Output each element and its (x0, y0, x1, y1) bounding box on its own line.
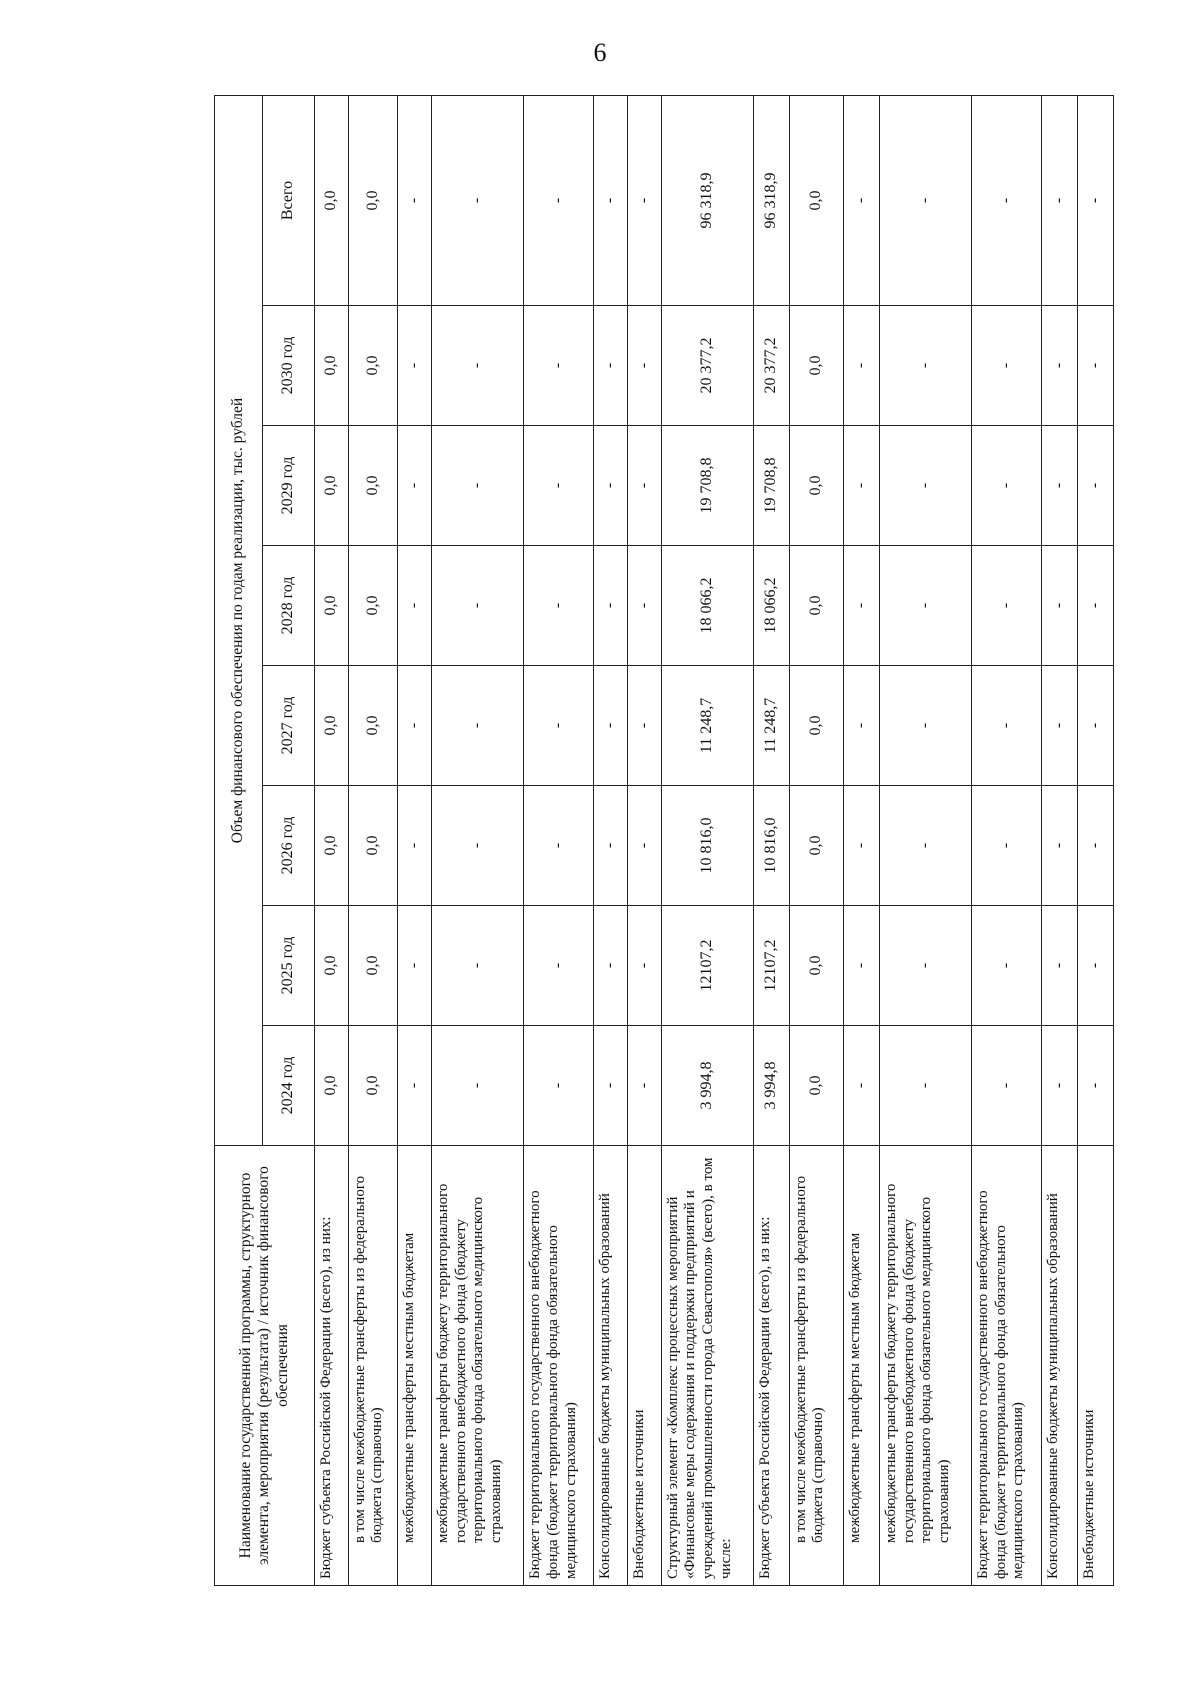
row-label: Бюджет территориального государственного внебюджетного фонда (бюджет территориального фонда обязательного медицинского страхования) (524, 1146, 594, 1586)
cell-value: - (843, 426, 879, 546)
cell-value: - (843, 306, 879, 426)
table-row (661, 96, 753, 1586)
cell-value: - (972, 666, 1042, 786)
cell-value: - (843, 906, 879, 1026)
table-row (843, 96, 879, 1586)
cell-value: - (524, 306, 594, 426)
cell-value: 19 708,8 (661, 426, 753, 546)
cell-value: - (524, 96, 594, 306)
cell-value: - (879, 96, 971, 306)
cell-value: - (432, 306, 524, 426)
header-year-7: Всего (263, 96, 315, 306)
cell-value: - (972, 1026, 1042, 1146)
cell-value: 18 066,2 (661, 546, 753, 666)
cell-value: - (524, 786, 594, 906)
cell-value: - (627, 96, 661, 306)
cell-value: 18 066,2 (753, 546, 789, 666)
cell-value: 12107,2 (753, 906, 789, 1026)
table-row (627, 96, 661, 1586)
cell-value: 0,0 (315, 906, 349, 1026)
row-label: Бюджет территориального государственного внебюджетного фонда (бюджет территориального фонда обязательного медицинского страхования) (972, 1146, 1042, 1586)
cell-value: - (1041, 426, 1077, 546)
cell-value: - (524, 666, 594, 786)
table-row (879, 96, 971, 1586)
cell-value: - (398, 306, 432, 426)
cell-value: - (972, 906, 1042, 1026)
row-label: межбюджетные трансферты бюджету территориального государственного внебюджетного фонда (бюджету территориального фонда обязательного медицинского страхования) (432, 1146, 524, 1586)
cell-value: - (879, 786, 971, 906)
table-row (398, 96, 432, 1586)
cell-value: - (432, 666, 524, 786)
cell-value: - (627, 906, 661, 1026)
cell-value: 0,0 (348, 1026, 398, 1146)
cell-value: 0,0 (348, 306, 398, 426)
cell-value: - (843, 96, 879, 306)
cell-value: - (1041, 306, 1077, 426)
cell-value: 0,0 (789, 306, 843, 426)
row-label: в том числе межбюджетные трансферты из федерального бюджета (справочно) (348, 1146, 398, 1586)
cell-value: - (398, 1026, 432, 1146)
cell-value: - (594, 666, 628, 786)
header-year-5: 2029 год (263, 426, 315, 546)
rotated-table-container (214, 96, 1114, 1586)
cell-value: - (1041, 96, 1077, 306)
cell-value: - (627, 306, 661, 426)
cell-value: - (432, 906, 524, 1026)
cell-value: - (1041, 906, 1077, 1026)
cell-value: 3 994,8 (753, 1026, 789, 1146)
cell-value: - (432, 1026, 524, 1146)
cell-value: - (972, 306, 1042, 426)
header-name-column: Наименование государственной программы, структурного элемента, мероприятия (результата) / источник финансового обеспечения (215, 1146, 315, 1586)
table-body (315, 96, 1114, 1586)
cell-value: - (843, 786, 879, 906)
cell-value: - (398, 786, 432, 906)
row-label: межбюджетные трансферты местным бюджетам (843, 1146, 879, 1586)
row-label: Структурный элемент «Комплекс процессных мероприятий «Финансовые меры содержания и поддержки предприятий и учреждений промышленности города Севастополя» (всего), в том числе: (661, 1146, 753, 1586)
cell-value: - (524, 1026, 594, 1146)
cell-value: - (524, 546, 594, 666)
table-row (432, 96, 524, 1586)
cell-value: - (432, 786, 524, 906)
cell-value: - (398, 666, 432, 786)
cell-value: - (398, 96, 432, 306)
cell-value: - (843, 1026, 879, 1146)
cell-value: - (972, 426, 1042, 546)
cell-value: 0,0 (315, 546, 349, 666)
table-row (789, 96, 843, 1586)
cell-value: - (594, 1026, 628, 1146)
cell-value: 0,0 (789, 666, 843, 786)
cell-value: - (432, 546, 524, 666)
cell-value: 0,0 (789, 546, 843, 666)
cell-value: 20 377,2 (753, 306, 789, 426)
cell-value: - (524, 426, 594, 546)
header-year-2: 2026 год (263, 786, 315, 906)
cell-value: - (594, 546, 628, 666)
page-number: 6 (593, 38, 607, 67)
cell-value: 0,0 (315, 96, 349, 306)
cell-value: - (1077, 1026, 1113, 1146)
row-label: Консолидированные бюджеты муниципальных образований (594, 1146, 628, 1586)
cell-value: 20 377,2 (661, 306, 753, 426)
cell-value: - (1041, 1026, 1077, 1146)
cell-value: 10 816,0 (753, 786, 789, 906)
cell-value: - (627, 786, 661, 906)
cell-value: - (1077, 786, 1113, 906)
financing-table (214, 95, 1114, 1586)
cell-value: 0,0 (315, 426, 349, 546)
row-label: в том числе межбюджетные трансферты из федерального бюджета (справочно) (789, 1146, 843, 1586)
cell-value: - (972, 546, 1042, 666)
cell-value: - (1041, 666, 1077, 786)
cell-value: - (432, 426, 524, 546)
cell-value: - (879, 666, 971, 786)
cell-value: 0,0 (315, 1026, 349, 1146)
cell-value: 0,0 (348, 426, 398, 546)
table-row (594, 96, 628, 1586)
row-label: Внебюджетные источники (627, 1146, 661, 1586)
header-year-1: 2025 год (263, 906, 315, 1026)
row-label: межбюджетные трансферты местным бюджетам (398, 1146, 432, 1586)
cell-value: - (1041, 786, 1077, 906)
cell-value: - (843, 546, 879, 666)
cell-value: - (1041, 546, 1077, 666)
cell-value: 96 318,9 (753, 96, 789, 306)
cell-value: - (1077, 546, 1113, 666)
header-year-6: 2030 год (263, 306, 315, 426)
row-label: межбюджетные трансферты бюджету территориального государственного внебюджетного фонда (бюджету территориального фонда обязательного медицинского страхования) (879, 1146, 971, 1586)
cell-value: 0,0 (315, 786, 349, 906)
header-year-3: 2027 год (263, 666, 315, 786)
cell-value: - (627, 1026, 661, 1146)
cell-value: - (879, 1026, 971, 1146)
cell-value: - (594, 786, 628, 906)
cell-value: - (1077, 96, 1113, 306)
row-label: Внебюджетные источники (1077, 1146, 1113, 1586)
cell-value: - (524, 906, 594, 1026)
cell-value: - (398, 426, 432, 546)
table-row (753, 96, 789, 1586)
cell-value: - (398, 906, 432, 1026)
table-row (348, 96, 398, 1586)
cell-value: 0,0 (315, 306, 349, 426)
cell-value: 10 816,0 (661, 786, 753, 906)
cell-value: 0,0 (315, 666, 349, 786)
cell-value: - (594, 426, 628, 546)
cell-value: - (1077, 426, 1113, 546)
cell-value: 0,0 (348, 546, 398, 666)
cell-value: 19 708,8 (753, 426, 789, 546)
table-row (972, 96, 1042, 1586)
cell-value: 11 248,7 (753, 666, 789, 786)
cell-value: 11 248,7 (661, 666, 753, 786)
cell-value: - (972, 786, 1042, 906)
row-label: Бюджет субъекта Российской Федерации (всего), из них: (753, 1146, 789, 1586)
cell-value: 96 318,9 (661, 96, 753, 306)
table-row (1041, 96, 1077, 1586)
table-row (524, 96, 594, 1586)
cell-value: - (1077, 906, 1113, 1026)
row-label: Консолидированные бюджеты муниципальных образований (1041, 1146, 1077, 1586)
header-year-4: 2028 год (263, 546, 315, 666)
row-label: Бюджет субъекта Российской Федерации (всего), из них: (315, 1146, 349, 1586)
cell-value: - (1077, 666, 1113, 786)
cell-value: - (627, 546, 661, 666)
cell-value: - (843, 666, 879, 786)
cell-value: - (972, 96, 1042, 306)
cell-value: - (879, 546, 971, 666)
cell-value: - (1077, 306, 1113, 426)
cell-value: - (432, 96, 524, 306)
cell-value: 0,0 (789, 786, 843, 906)
cell-value: 0,0 (789, 426, 843, 546)
cell-value: 0,0 (348, 666, 398, 786)
cell-value: 12107,2 (661, 906, 753, 1026)
table-row (1077, 96, 1113, 1586)
cell-value: 0,0 (789, 906, 843, 1026)
cell-value: 3 994,8 (661, 1026, 753, 1146)
cell-value: - (879, 906, 971, 1026)
cell-value: 0,0 (348, 906, 398, 1026)
header-year-0: 2024 год (263, 1026, 315, 1146)
cell-value: - (879, 426, 971, 546)
cell-value: - (398, 546, 432, 666)
cell-value: 0,0 (348, 786, 398, 906)
cell-value: - (594, 906, 628, 1026)
cell-value: 0,0 (789, 1026, 843, 1146)
header-group: Объем финансового обеспечения по годам реализации, тыс. рублей (215, 96, 263, 1146)
table-row (315, 96, 349, 1586)
cell-value: 0,0 (789, 96, 843, 306)
cell-value: - (627, 426, 661, 546)
cell-value: - (594, 96, 628, 306)
cell-value: - (879, 306, 971, 426)
cell-value: 0,0 (348, 96, 398, 306)
cell-value: - (627, 666, 661, 786)
cell-value: - (594, 306, 628, 426)
